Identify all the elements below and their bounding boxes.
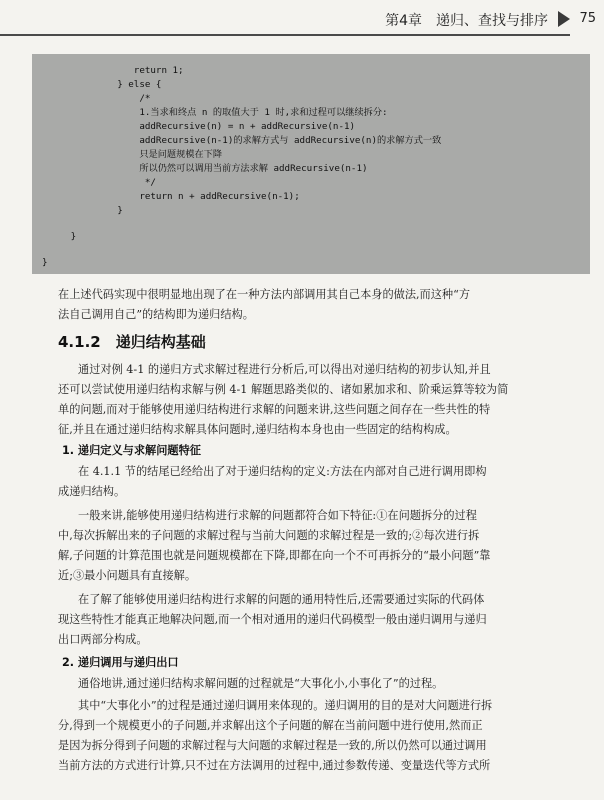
chapter-arrow-icon	[558, 11, 570, 27]
chapter-title: 第4章 递归、查找与排序	[385, 13, 548, 29]
paragraph-line: 在 4.1.1 节的结尾已经给出了对于递归结构的定义:方法在内部对自己进行调用即构	[78, 465, 487, 478]
paragraph-line: 单的问题,而对于能够使用递归结构进行求解的问题来讲,这些问题之间存在一些共性的特	[58, 403, 491, 416]
paragraph-line: 征,并且在通过递归结构求解具体问题时,递归结构本身也由一些固定的结构构成。	[58, 423, 457, 436]
paragraph-line: 还可以尝试使用递归结构求解与例 4-1 解题思路类似的、诸如累加求和、阶乘运算等较为简	[58, 383, 509, 396]
paragraph-line: 现这些特性才能真正地解决问题,而一个相对通用的递归代码模型一般由递归调用与递归	[58, 613, 487, 626]
paragraph-line: 近;③最小问题具有直接解。	[58, 569, 197, 582]
code-block	[32, 54, 590, 274]
code-line: }	[84, 205, 123, 216]
paragraph-line: 其中“大事化小”的过程是通过递归调用来体现的。递归调用的目的是对大问题进行拆	[78, 699, 493, 712]
subsection-heading: 2. 递归调用与递归出口	[62, 656, 179, 669]
page-header	[0, 0, 604, 34]
subsection-heading: 1. 递归定义与求解问题特征	[62, 444, 201, 457]
paragraph-line: 解,子问题的计算范围也就是问题规模都在下降,即都在向一个不可再拆分的“最小问题”靠	[58, 549, 491, 562]
code-line: addRecursive(n) = n + addRecursive(n-1)	[84, 121, 356, 132]
paragraph-line: 通过对例 4-1 的递归方式求解过程进行分析后,可以得出对递归结构的初步认知,并且	[78, 363, 491, 376]
paragraph-line: 在上述代码实现中很明显地出现了在一种方法内部调用其自己本身的做法,而这种“方	[58, 288, 471, 301]
code-line: }	[54, 231, 77, 242]
paragraph-line: 分,得到一个规模更小的子问题,并求解出这个子问题的解在当前问题中进行使用,然而正	[58, 719, 483, 732]
paragraph-line: 是因为拆分得到子问题的求解过程与大问题的求解过程是一致的,所以仍然可以通过调用	[58, 739, 487, 752]
paragraph-line: 通俗地讲,通过递归结构求解问题的过程就是“大事化小,小事化了”的过程。	[78, 677, 444, 690]
code-line: return n + addRecursive(n-1);	[84, 191, 300, 202]
code-line: 所以仍然可以调用当前方法求解 addRecursive(n-1)	[84, 163, 368, 174]
code-line: return 1;	[84, 65, 184, 76]
paragraph-line: 出口两部分构成。	[58, 633, 148, 646]
paragraph-line: 当前方法的方式进行计算,只不过在方法调用的过程中,通过参数传递、变量迭代等方式所	[58, 759, 491, 772]
code-line: addRecursive(n-1)的求解方式与 addRecursive(n)的求解方式一致	[84, 135, 442, 146]
paragraph-line: 法自己调用自己”的结构即为递归结构。	[58, 308, 254, 321]
paragraph-line: 在了解了能够使用递归结构进行求解的问题的通用特性后,还需要通过实际的代码体	[78, 593, 485, 606]
page-number: 75	[579, 11, 596, 26]
paragraph-line: 中,每次拆解出来的子问题的求解过程与当前大问题的求解过程是一致的;②每次进行拆	[58, 529, 480, 542]
code-line: } else {	[84, 79, 162, 90]
code-line: 1.当求和终点 n 的取值大于 1 时,求和过程可以继续拆分:	[84, 107, 388, 118]
code-line: }	[42, 257, 48, 268]
code-line: 只是问题规模在下降	[84, 149, 223, 160]
section-title: 4.1.2 递归结构基础	[58, 333, 206, 351]
paragraph-line: 成递归结构。	[58, 485, 126, 498]
code-line: */	[84, 177, 156, 188]
header-rule	[0, 34, 570, 36]
code-line: /*	[84, 93, 151, 104]
paragraph-line: 一般来讲,能够使用递归结构进行求解的问题都符合如下特征:①在问题拆分的过程	[78, 509, 477, 522]
